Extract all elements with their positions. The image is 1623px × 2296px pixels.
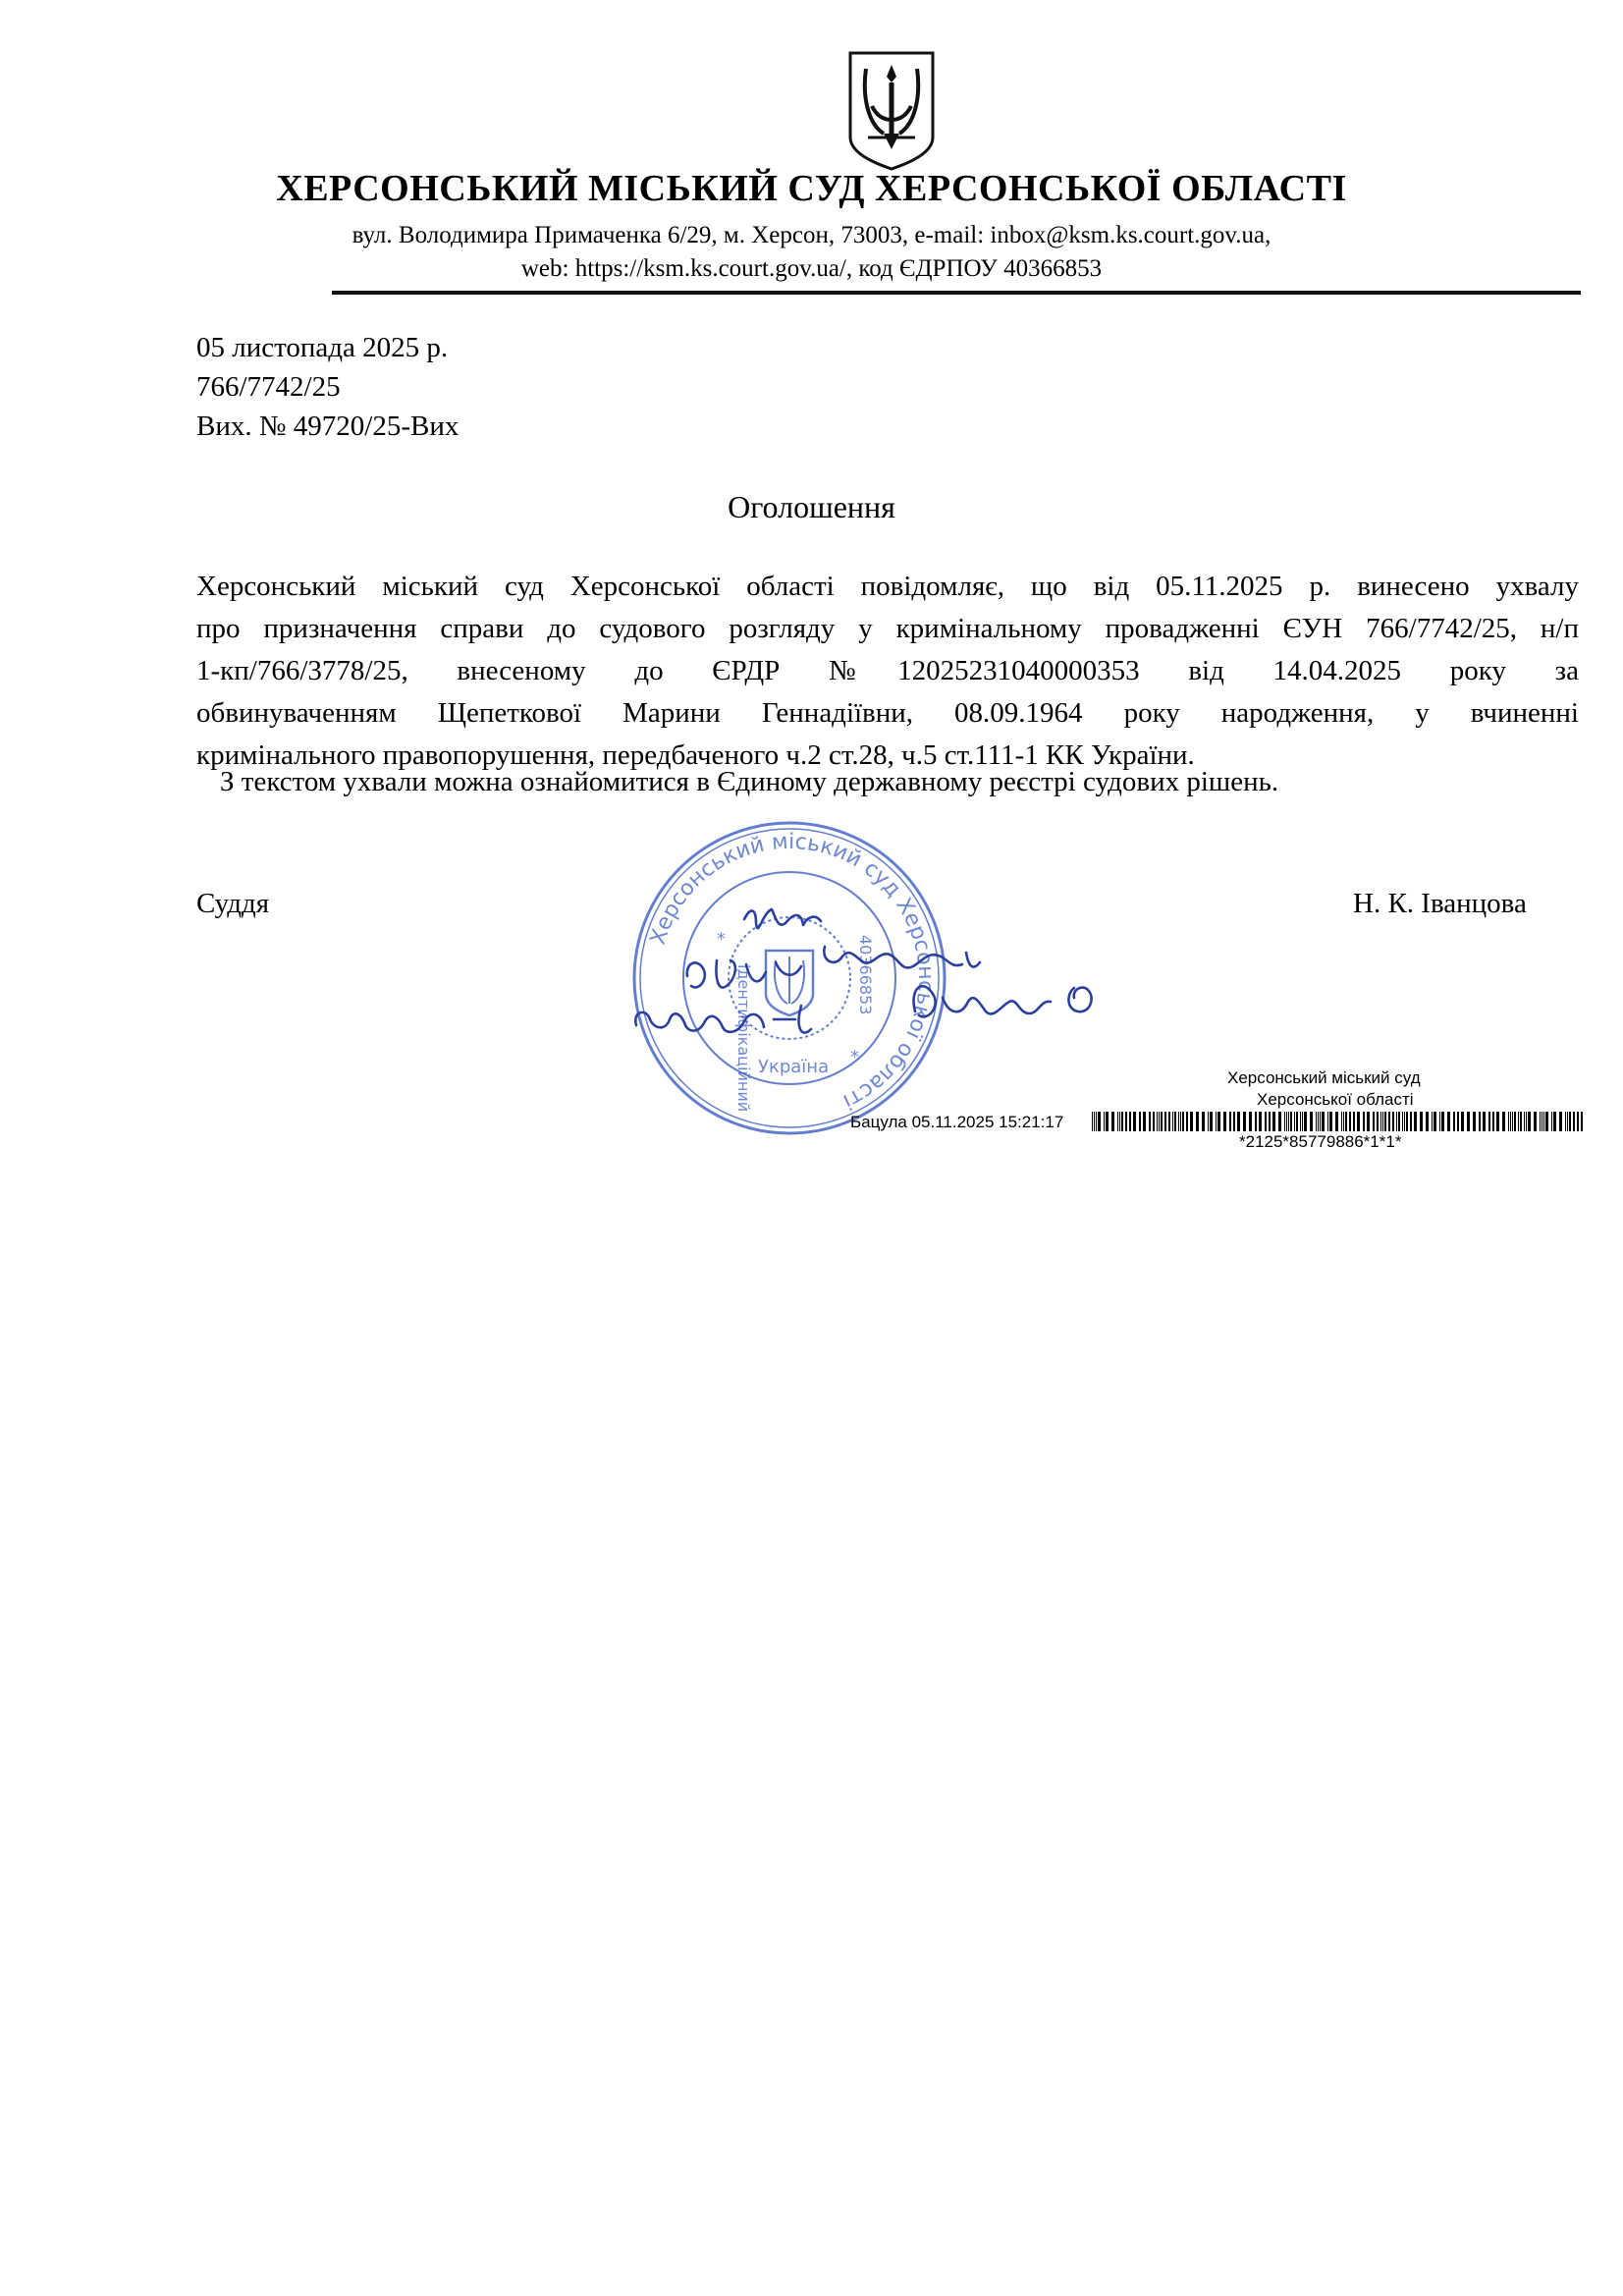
barcode-bar: [1510, 1112, 1511, 1131]
barcode-bar: [1545, 1112, 1548, 1131]
barcode-bar: [1343, 1112, 1344, 1131]
barcode-bar: [1353, 1112, 1355, 1131]
announcement-line: про призначення справи до судового розгляду у кримінальному провадженні ЄУН 766/7742/25, н/п: [196, 613, 1579, 644]
court-name-heading: ХЕРСОНСЬКИЙ МІСЬКИЙ СУД ХЕРСОНСЬКОЇ ОБЛАСТІ: [276, 168, 1347, 209]
barcode-bar: [1294, 1112, 1295, 1131]
court-web-line: web: https://ksm.ks.court.gov.ua/, код ЄДРПОУ 40366853: [520, 255, 1103, 282]
barcode-bar: [1094, 1112, 1095, 1131]
barcode-bar: [1296, 1112, 1298, 1131]
barcode-bar: [1117, 1112, 1118, 1131]
barcode-bar: [1345, 1112, 1347, 1131]
barcode-bar: [1129, 1112, 1131, 1131]
barcode-bar: [1543, 1112, 1544, 1131]
barcode-bar: [1133, 1112, 1136, 1131]
barcode-bar: [1186, 1112, 1188, 1131]
barcode-bar: [1467, 1112, 1470, 1131]
barcode-bar: [1410, 1112, 1412, 1131]
barcode-bar: [1216, 1112, 1217, 1131]
svg-text:40366853: 40366853: [856, 935, 875, 1015]
barcode-bar: [1414, 1112, 1417, 1131]
barcode-bar: [1196, 1112, 1199, 1131]
barcode-bar: [1439, 1112, 1440, 1131]
barcode-bar: [1119, 1112, 1120, 1131]
announcement-note: З текстом ухвали можна ознайомитися в Єдиному державному реєстрі судових рішень.: [220, 766, 1279, 797]
barcode-bar: [1243, 1112, 1246, 1131]
barcode-bar: [1106, 1112, 1109, 1131]
barcode-bar: [1577, 1112, 1579, 1131]
barcode-bar: [1104, 1112, 1105, 1131]
svg-text:Україна: Україна: [758, 1057, 830, 1077]
barcode-bar: [1528, 1112, 1531, 1131]
barcode-bar: [1284, 1112, 1285, 1131]
barcode-bar: [1534, 1112, 1537, 1131]
barcode-bar: [1121, 1112, 1123, 1131]
barcode-bar: [1363, 1112, 1365, 1131]
announcement-body: [196, 566, 1579, 777]
barcode: [1092, 1112, 1583, 1131]
barcode-bar: [1377, 1112, 1379, 1131]
outgoing-number: Вих. № 49720/25-Вих: [196, 410, 460, 442]
court-address-line: вул. Володимира Примаченка 6/29, м. Херсон, 73003, e-mail: inbox@ksm.ks.court.gov.ua,: [352, 222, 1271, 248]
barcode-bar: [1526, 1112, 1527, 1131]
header-divider: [332, 291, 1581, 295]
barcode-bar: [1392, 1112, 1394, 1131]
barcode-bar: [1540, 1112, 1541, 1131]
barcode-bar: [1316, 1112, 1317, 1131]
barcode-bar: [1520, 1112, 1522, 1131]
barcode-bar: [1382, 1112, 1383, 1131]
barcode-bar: [1125, 1112, 1127, 1131]
barcode-bar: [1573, 1112, 1575, 1131]
barcode-bar: [1161, 1112, 1163, 1131]
barcode-bar: [1341, 1112, 1342, 1131]
barcode-bar: [1384, 1112, 1386, 1131]
barcode-bar: [1496, 1112, 1499, 1131]
barcode-bar: [1233, 1112, 1235, 1131]
barcode-bar: [1357, 1112, 1360, 1131]
barcode-bar: [1398, 1112, 1400, 1131]
barcode-bar: [1329, 1112, 1332, 1131]
barcode-bar: [1402, 1112, 1403, 1131]
barcode-bar: [1180, 1112, 1181, 1131]
barcode-bar: [1388, 1112, 1390, 1131]
barcode-bar: [1143, 1112, 1146, 1131]
barcode-bar: [1229, 1112, 1231, 1131]
announcement-line: Херсонський міський суд Херсонської області повідомляє, що від 05.11.2025 р. винесено ухвалу: [196, 571, 1579, 602]
barcode-bar: [1190, 1112, 1193, 1131]
barcode-bar: [1255, 1112, 1257, 1131]
barcode-bar: [1237, 1112, 1240, 1131]
barcode-bar: [1149, 1112, 1151, 1131]
judge-label: Суддя: [196, 888, 270, 919]
barcode-bar: [1139, 1112, 1141, 1131]
barcode-bar: [1396, 1112, 1397, 1131]
barcode-bar: [1322, 1112, 1325, 1131]
barcode-bar: [1373, 1112, 1375, 1131]
barcode-bar: [1174, 1112, 1176, 1131]
barcode-bar: [1483, 1112, 1486, 1131]
case-number: 766/7742/25: [196, 371, 341, 403]
barcode-bar: [1367, 1112, 1370, 1131]
barcode-bar: [1286, 1112, 1287, 1131]
barcode-bar: [1432, 1112, 1433, 1131]
barcode-bar: [1098, 1112, 1101, 1131]
barcode-bar: [1092, 1112, 1093, 1131]
barcode-bar: [1380, 1112, 1381, 1131]
barcode-bar: [1441, 1112, 1444, 1131]
barcode-bar: [1512, 1112, 1513, 1131]
barcode-bar: [1453, 1112, 1455, 1131]
barcode-bar: [1159, 1112, 1160, 1131]
barcode-bar: [1479, 1112, 1481, 1131]
barcode-bar: [1310, 1112, 1313, 1131]
barcode-bar: [1320, 1112, 1321, 1131]
barcode-bar: [1265, 1112, 1267, 1131]
barcode-bar: [1153, 1112, 1155, 1131]
barcode-bar: [1492, 1112, 1494, 1131]
barcode-bar: [1502, 1112, 1505, 1131]
barcode-bar: [1269, 1112, 1271, 1131]
barcode-bar: [1569, 1112, 1571, 1131]
barcode-bar: [1524, 1112, 1525, 1131]
stamp-signer-timestamp: Бацула 05.11.2025 15:21:17: [850, 1113, 1064, 1131]
barcode-bar: [1210, 1112, 1213, 1131]
svg-text:*: *: [717, 929, 726, 950]
barcode-bar: [1304, 1112, 1307, 1131]
stamp-organization-line: Херсонський міський суд: [1227, 1068, 1421, 1087]
barcode-bar: [1172, 1112, 1173, 1131]
barcode-bar: [1581, 1112, 1583, 1131]
svg-text:*: *: [850, 1047, 859, 1067]
barcode-bar: [1518, 1112, 1519, 1131]
barcode-bar: [1164, 1112, 1166, 1131]
barcode-bar: [1447, 1112, 1450, 1131]
barcode-bar: [1111, 1112, 1114, 1131]
barcode-bar: [1349, 1112, 1351, 1131]
stamp-organization-line: Херсонської області: [1257, 1090, 1414, 1109]
barcode-bar: [1157, 1112, 1158, 1131]
barcode-bar: [1461, 1112, 1464, 1131]
barcode-bar: [1259, 1112, 1262, 1131]
barcode-bar: [1404, 1112, 1405, 1131]
svg-text:ідентифікаційний: ідентифікаційний: [734, 964, 753, 1113]
barcode-bar: [1567, 1112, 1568, 1131]
barcode-bar: [1551, 1112, 1552, 1131]
handwritten-certification: [628, 903, 1159, 1100]
barcode-bar: [1217, 1112, 1220, 1131]
document-date: 05 листопада 2025 р.: [196, 332, 449, 363]
barcode-bar: [1288, 1112, 1289, 1131]
barcode-bar: [1488, 1112, 1490, 1131]
announcement-line: кримінального правопорушення, передбаченого ч.2 ст.28, ч.5 ст.111-1 КК України.: [196, 739, 1195, 771]
barcode-bar: [1559, 1112, 1562, 1131]
barcode-bar: [1473, 1112, 1476, 1131]
barcode-id: *2125*85779886*1*1*: [1239, 1132, 1402, 1151]
barcode-bar: [1168, 1112, 1170, 1131]
barcode-bar: [1565, 1112, 1566, 1131]
barcode-bar: [1335, 1112, 1338, 1131]
barcode-bar: [1278, 1112, 1281, 1131]
svg-text:Херсонський міський суд Херсон: Херсонський міський суд Херсонської області: [645, 829, 939, 1115]
barcode-bar: [1553, 1112, 1556, 1131]
barcode-bar: [1318, 1112, 1319, 1131]
barcode-bar: [1508, 1112, 1509, 1131]
barcode-bar: [1249, 1112, 1252, 1131]
barcode-bar: [1300, 1112, 1301, 1131]
barcode-bar: [1290, 1112, 1292, 1131]
barcode-bar: [1426, 1112, 1429, 1131]
barcode-bar: [1406, 1112, 1408, 1131]
barcode-bar: [1178, 1112, 1179, 1131]
barcode-bar: [1302, 1112, 1303, 1131]
barcode-bar: [1202, 1112, 1205, 1131]
barcode-bar: [1208, 1112, 1209, 1131]
barcode-bar: [1182, 1112, 1184, 1131]
barcode-bar: [1096, 1112, 1097, 1131]
barcode-bar: [1272, 1112, 1275, 1131]
announcement-line: обвинуваченням Щепеткової Марини Геннадіївни, 08.09.1964 року народження, у вчиненні: [196, 697, 1579, 729]
announcement-line: 1-кп/766/3778/25, внесеному до ЄРДР №12025231040000353 від 14.04.2025 року за: [196, 655, 1579, 686]
trident-emblem-icon: [844, 47, 939, 173]
barcode-bar: [1434, 1112, 1436, 1131]
barcode-bar: [1420, 1112, 1423, 1131]
barcode-bar: [1514, 1112, 1516, 1131]
announcement-title: Оголошення: [728, 489, 895, 524]
barcode-bar: [1223, 1112, 1226, 1131]
barcode-bar: [1457, 1112, 1459, 1131]
barcode-bar: [1327, 1112, 1328, 1131]
judge-name: Н. К. Іванцова: [1353, 888, 1527, 919]
